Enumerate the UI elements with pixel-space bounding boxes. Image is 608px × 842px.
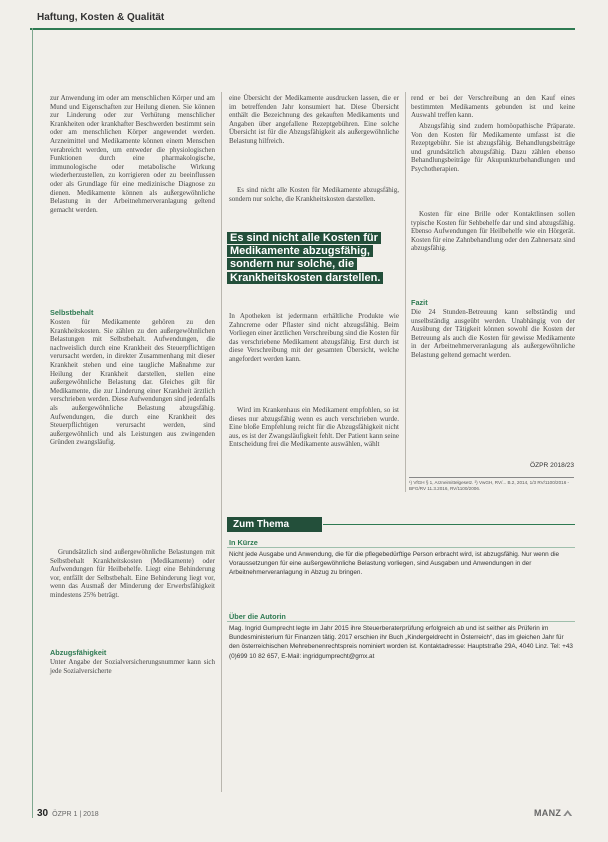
heading-abzugsfaehigkeit: Abzugsfähigkeit [50,648,107,657]
article-signoff: ÖZPR 2018/23 [530,462,574,469]
col1-paragraph-1: zur Anwendung im oder am menschlichen Körper und am Mund und Eigenschaften zur Heilung dienen. Sie können zur Linderung oder zur Verhütung menschlicher Krankheiten oder krankhafter Beschwerden bestimmt sein oder am menschlichen Körper angewendet werden. Arzneimittel und Medikamente können einem Menschen verabreicht werden, um entweder die physiologischen Funktionen durch eine pharmakologische, immunologische oder metabolische Wirkung wiederherzustellen, zu korrigieren oder zu beeinflussen oder als Grundlage für eine medizinische Diagnose zu dienen. Medikamente können als außergewöhnliche Belastung in der Arbeitnehmerveranlagung geltend gemacht werden. [50,94,215,214]
heading-fazit: Fazit [411,298,428,307]
col3-paragraph-2: Abzugsfähig sind zudem homöopathische Präparate. Von den Kosten für Medikamente umfasst ist die Rezeptgebühr. Sie ist abzugsfähig. Behandlungsbeiträge und grundsätzlich abzugsfähig. Dazu zählen ebenso Behandlungsbeiträge für Akupunkturbehandlungen und Psychotherapien. [411,122,575,173]
column-divider-1 [221,92,222,792]
footnote: ¹) VfGH § 1, Arzneimittelgesetz. ²) VwGH, RV/... B.2, 2014, 1/3 RV/1100/2016 - BFG/RV 11.3.2016, RV/1100/2006. [409,477,574,492]
col2-paragraph-3: In Apotheken ist jedermann erhältliche Produkte wie Zahncreme oder Pflaster sind nicht abzugsfähig. Beim Vorliegen einer ärztlichen Verschreibung sind die Kosten für das verschriebene Medikament abzugsfähig. Erst durch ist diese Verschreibung mit der gesamten Übersicht, welche angefordert werden kann. [229,312,399,363]
pull-quote: Es sind nicht alle Kosten für Medikamente abzugsfähig, sondern nur solche, die Krankheitskosten darstellen. [227,232,399,285]
in-kuerze-text: Nicht jede Ausgabe und Anwendung, die für die pflegebedürftige Person erbracht wird, ist abzugsfähig. Nur wenn die Voraussetzungen für eine außergewöhnliche Belastung vorliegen, sind Ausgaben und Anwendungen in der Arbeitnehmerveranlagung in Abzug zu bringen. [229,551,560,577]
heading-selbstbehalt: Selbstbehalt [50,308,94,317]
col2-paragraph-2: Es sind nicht alle Kosten für Medikamente abzugsfähig, sondern nur solche, die Krankheitskosten darstellen. [229,186,399,203]
magazine-issue: ÖZPR 1 | 2018 [52,811,99,818]
in-kuerze-rule [227,547,575,548]
col3-paragraph-4: Die 24 Stunden-Betreuung kann selbständig und unselbständig ausgeübt werden. Unabhängig von der Ausübung der Tätigkeit können sowohl die Kosten der Betreuung als auch die Kosten für gewisse Medikamente in der Arbeitnehmerveranlagung als außergewöhnliche Belastung geltend gemacht werden. [411,308,575,359]
column-divider-2 [405,92,406,492]
manz-logo-icon [563,810,572,816]
col2-paragraph-4: Wird im Krankenhaus ein Medikament empfohlen, so ist dieses nur abzugsfähig wenn es auch verschrieben wurde. Eine bloße Empfehlung reicht für die Abzugsfähigkeit nicht aus, es ist der Zwangsläufigkeit fehlt. Der Patient kann seine Entscheidung frei die Medikamente auswählen, wählt [229,406,399,449]
heading-in-kuerze: In Kürze [229,538,258,547]
col2-paragraph-1: eine Übersicht der Medikamente ausdrucken lassen, die er im betreffenden Jahr konsumiert hat. Diese Übersicht enthält die Bezeichnung des gekauften Medikaments und Angaben über angefallene Rezeptgebühren. Eine solche Übersicht ist für die Abzugsfähigkeit als außergewöhnliche Belastung hilfreich. [229,94,399,145]
zum-thema-rule [323,524,575,525]
col1-paragraph-4: Unter Angabe der Sozialversicherungsnummer kann sich jede Sozialversicherte [50,658,215,675]
col3-paragraph-1: rend er bei der Verschreibung an den Kauf eines bestimmten Medikaments gebunden ist und keine Auswahl treffen kann. [411,94,575,120]
zum-thema-banner: Zum Thema [227,517,322,532]
col1-paragraph-3: Grundsätzlich sind außergewöhnliche Belastungen mit Selbstbehalt Krankheitskosten (Medikamente) oder Aufwendungen für Heilbehelfe. Liegt eine Behinderung vor, entfällt der Selbstbehalt. Eine Behinderung liegt vor, wenn das Ausmaß der Minderung der Erwerbsfähigkeit mindestens 25% beträgt. [50,548,215,599]
autorin-rule [227,621,575,622]
publisher-logo [534,808,572,818]
col3-paragraph-3: Kosten für eine Brille oder Kontaktlinsen sollen typische Kosten für Sehbehelfe dar und sind abzugsfähig. Ebenso Aufwendungen für Heilbehelfe wie ein Hörgerät. Kosten für eine Zahnbehandlung oder den Zahnersatz sind abzugsfähig. [411,210,575,253]
running-head: Haftung, Kosten & Qualität [37,12,165,23]
left-frame-line [32,28,33,818]
page-footer [37,808,99,819]
header-rule [30,28,575,30]
page-number: 30 [37,808,49,819]
publisher-name: MANZ [534,808,562,818]
autorin-text: Mag. Ingrid Gumprecht legte im Jahr 2015 ihre Steuerberaterprüfung erfolgreich ab und ist seither als Prüferin im Bundesministerium für Finanzen tätig. 2017 erschien ihr Buch „Kindergeldrecht in Österreich“, das im gleichen Jahr für den österreichischen Mehrebenenrechtspreis nominiert worden ist. Kontaktadresse: Hauptstraße 29A, 4040 Linz. Tel: +43 (0)699 10 82 657, E-Mail: ingridgumprecht@gmx.at [229,625,573,660]
heading-ueber-die-autorin: Über die Autorin [229,612,286,621]
col1-paragraph-2: Kosten für Medikamente gehören zu den Krankheitskosten. Sie zählen zu den außergewöhnlichen Belastungen mit Selbstbehalt. Aufwendungen, die nachweislich durch eine Krankheit des Steuerpflichtigen verursacht werden, in direkter Zusammenhang mit dieser Krankheit stehen und eine taugliche Maßnahme zur Heilung der Krankheit darstellen, stellen eine außergewöhnliche Belastung dar. Gleiches gilt für Medikamente, die zur Linderung einer Krankheit ärztlich verschrieben werden. Diese Aufwendungen sind jedenfalls als außergewöhnliche Belastung abzugsfähig. Aufwendungen, die durch eine Krankheit des Steuerpflichtigen verursacht werden, sind außergewöhnlich und als Leistungen aus zwingenden Gründen zwangsläufig. [50,318,215,447]
